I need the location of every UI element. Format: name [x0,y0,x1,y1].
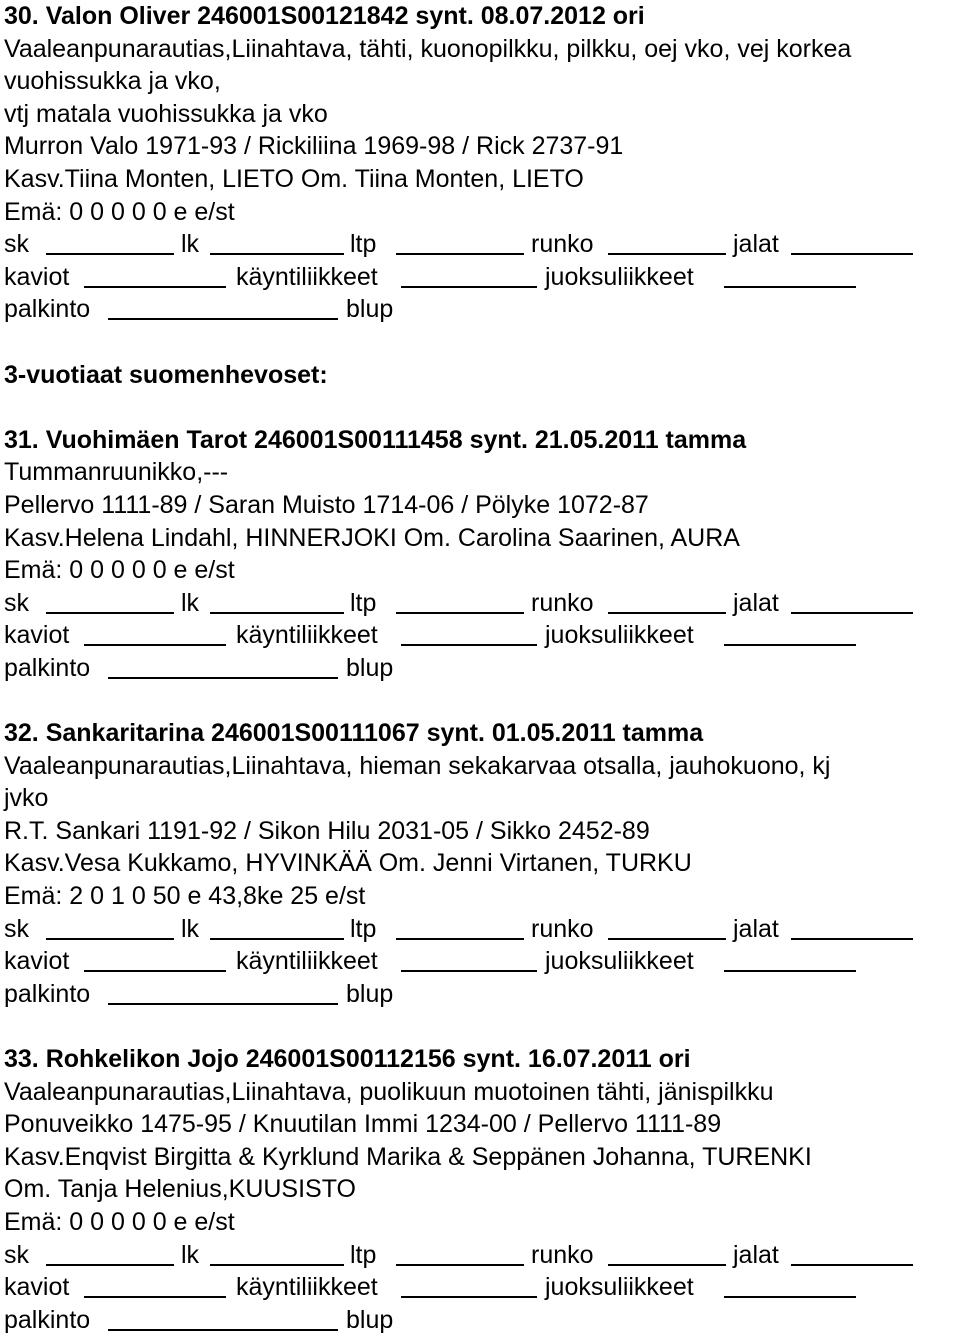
entry-dam-stats: Emä: 0 0 0 0 0 e e/st [4,556,235,585]
blank-lk[interactable] [210,253,344,255]
entry-description: Tummanruunikko,--- [4,458,229,487]
horse-entry [4,717,954,1010]
label-blup: blup [346,653,394,682]
label-kayntiliikkeet: käyntiliikkeet [236,947,378,976]
blank-palkinto[interactable] [108,1003,338,1005]
score-row-2 [4,945,954,978]
horse-entry [4,1043,954,1336]
entry-dam-stats: Emä: 0 0 0 0 0 e e/st [4,1207,235,1236]
entry-header: 33. Rohkelikon Jojo 246001S00112156 synt. 16.07.2011 ori [4,1045,691,1073]
entry-header: 31. Vuohimäen Tarot 246001S00111458 synt. 21.05.2011 tamma [4,425,747,454]
score-row-1 [4,587,954,620]
blank-kaviot[interactable] [84,970,226,972]
label-juoksuliikkeet: juoksuliikkeet [545,262,694,291]
label-ltp: ltp [350,1240,377,1269]
blank-ltp[interactable] [396,938,524,940]
horse-entry [4,0,954,326]
label-jalat: jalat [733,230,779,259]
blank-palkinto[interactable] [108,677,338,679]
entry-header: 32. Sankaritarina 246001S00111067 synt. 01.05.2011 tamma [4,719,704,748]
label-palkinto: palkinto [4,979,91,1008]
blank-kayntiliikkeet[interactable] [401,970,537,972]
label-lk: lk [181,588,200,617]
blank-kayntiliikkeet[interactable] [401,1296,537,1298]
label-kaviot: kaviot [4,262,70,291]
blank-kaviot[interactable] [84,644,226,646]
label-kayntiliikkeet: käyntiliikkeet [236,1273,378,1302]
label-runko: runko [531,914,594,943]
label-kayntiliikkeet: käyntiliikkeet [236,262,378,291]
entry-description: vtj matala vuohissukka ja vko [4,99,328,128]
entry-owner: Om. Tanja Helenius,KUUSISTO [4,1175,356,1204]
entry-breeder-owner: Kasv.Helena Lindahl, HINNERJOKI Om. Carolina Saarinen, AURA [4,523,740,552]
score-row-1 [4,1239,954,1272]
label-runko: runko [531,230,594,259]
label-blup: blup [346,979,394,1008]
label-blup: blup [346,295,394,324]
label-kayntiliikkeet: käyntiliikkeet [236,621,378,650]
label-jalat: jalat [733,588,779,617]
blank-palkinto[interactable] [108,1329,338,1331]
blank-kaviot[interactable] [84,1296,226,1298]
blank-sk[interactable] [46,1264,174,1266]
blank-lk[interactable] [210,1264,344,1266]
blank-jalat[interactable] [791,253,913,255]
spacer [4,1010,954,1043]
entry-pedigree: Pellervo 1111-89 / Saran Muisto 1714-06 / Pölyke 1072-87 [4,490,649,519]
blank-jalat[interactable] [791,1264,913,1266]
blank-juoksuliikkeet[interactable] [724,644,856,646]
entry-header: 30. Valon Oliver 246001S00121842 synt. 08.07.2012 ori [4,2,645,30]
entry-description: Vaaleanpunarautias,Liinahtava, hieman sekakarvaa otsalla, jauhokuono, kj [4,751,831,780]
label-sk: sk [4,914,29,943]
score-row-1 [4,228,954,261]
label-juoksuliikkeet: juoksuliikkeet [545,947,694,976]
score-row-2 [4,619,954,652]
blank-jalat[interactable] [791,938,913,940]
label-lk: lk [181,914,200,943]
label-kaviot: kaviot [4,947,70,976]
label-ltp: ltp [350,230,377,259]
entry-description: Vaaleanpunarautias,Liinahtava, tähti, kuonopilkku, pilkku, oej vko, vej korkea [4,34,852,63]
blank-kaviot[interactable] [84,286,226,288]
spacer [4,391,954,424]
entry-description: vuohissukka ja vko, [4,67,221,96]
blank-runko[interactable] [608,612,726,614]
blank-ltp[interactable] [396,612,524,614]
label-kaviot: kaviot [4,621,70,650]
label-lk: lk [181,230,200,259]
entry-dam-stats: Emä: 0 0 0 0 0 e e/st [4,197,235,226]
blank-ltp[interactable] [396,1264,524,1266]
blank-lk[interactable] [210,938,344,940]
label-juoksuliikkeet: juoksuliikkeet [545,621,694,650]
spacer [4,326,954,359]
label-jalat: jalat [733,914,779,943]
blank-lk[interactable] [210,612,344,614]
label-palkinto: palkinto [4,1305,91,1334]
blank-kayntiliikkeet[interactable] [401,644,537,646]
entry-description: Vaaleanpunarautias,Liinahtava, puolikuun muotoinen tähti, jänispilkku [4,1077,774,1106]
entry-breeder-owner: Kasv.Tiina Monten, LIETO Om. Tiina Monten, LIETO [4,164,584,193]
blank-runko[interactable] [608,938,726,940]
spacer [4,684,954,717]
entry-description: jvko [4,784,49,813]
score-row-3 [4,1304,954,1336]
blank-sk[interactable] [46,612,174,614]
label-sk: sk [4,588,29,617]
entry-pedigree: R.T. Sankari 1191-92 / Sikon Hilu 2031-05 / Sikko 2452-89 [4,816,650,845]
score-row-2 [4,1271,954,1304]
document [4,0,954,1336]
blank-juoksuliikkeet[interactable] [724,286,856,288]
label-lk: lk [181,1240,200,1269]
score-row-2 [4,261,954,294]
blank-juoksuliikkeet[interactable] [724,970,856,972]
blank-palkinto[interactable] [108,318,338,320]
entry-dam-stats: Emä: 2 0 1 0 50 e 43,8ke 25 e/st [4,882,366,911]
section-heading: 3-vuotiaat suomenhevoset: [4,360,328,389]
blank-jalat[interactable] [791,612,913,614]
score-row-3 [4,293,954,326]
blank-juoksuliikkeet[interactable] [724,1296,856,1298]
entry-pedigree: Ponuveikko 1475-95 / Knuutilan Immi 1234-00 / Pellervo 1111-89 [4,1110,722,1139]
entry-pedigree: Murron Valo 1971-93 / Rickiliina 1969-98 / Rick 2737-91 [4,132,624,161]
score-row-1 [4,913,954,946]
label-palkinto: palkinto [4,295,91,324]
blank-runko[interactable] [608,1264,726,1266]
blank-runko[interactable] [608,253,726,255]
score-row-3 [4,978,954,1011]
label-juoksuliikkeet: juoksuliikkeet [545,1273,694,1302]
blank-kayntiliikkeet[interactable] [401,286,537,288]
label-sk: sk [4,1240,29,1269]
blank-sk[interactable] [46,253,174,255]
score-row-3 [4,652,954,685]
blank-ltp[interactable] [396,253,524,255]
blank-sk[interactable] [46,938,174,940]
label-ltp: ltp [350,588,377,617]
label-blup: blup [346,1305,394,1334]
label-runko: runko [531,588,594,617]
label-kaviot: kaviot [4,1273,70,1302]
label-ltp: ltp [350,914,377,943]
horse-entry [4,424,954,685]
label-palkinto: palkinto [4,653,91,682]
entry-breeder: Kasv.Enqvist Birgitta & Kyrklund Marika & Seppänen Johanna, TURENKI [4,1142,812,1171]
label-jalat: jalat [733,1240,779,1269]
entry-breeder-owner: Kasv.Vesa Kukkamo, HYVINKÄÄ Om. Jenni Virtanen, TURKU [4,849,692,878]
label-sk: sk [4,230,29,259]
label-runko: runko [531,1240,594,1269]
